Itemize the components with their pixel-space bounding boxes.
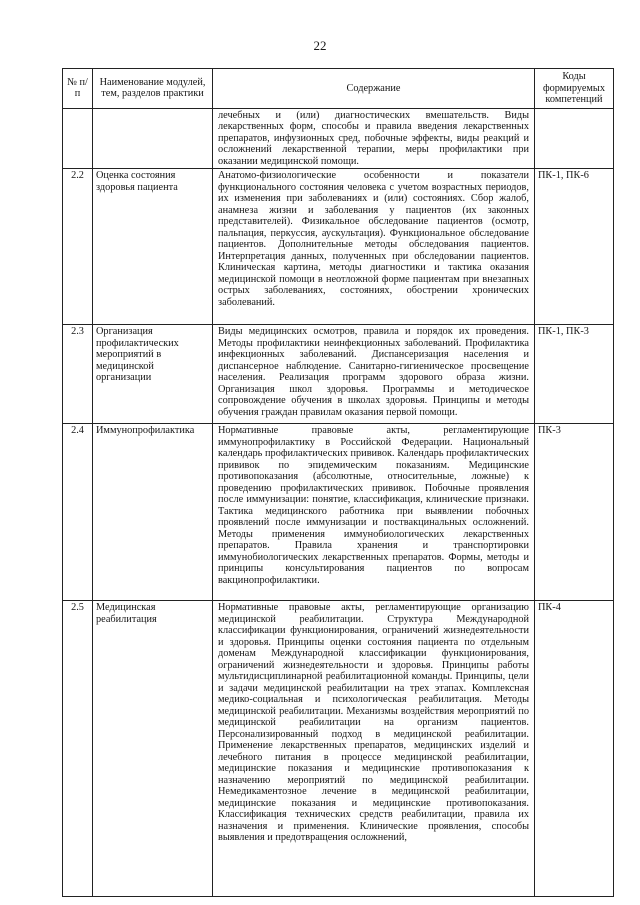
cell-codes: ПК-4 bbox=[535, 601, 614, 897]
cell-content: Нормативные правовые акты, регламентирующие организацию медицинской реабилитации. Структура Международной классификации функционирования, ограничений жизнедеятельности и здоровья. Принципы оценки состояния пациента по отдельным доменам Международной классификации функционирования, ограничений жизнедеятельности и здоровья. Принципы работы мультидисциплинарной реабилитационной команды. Принципы, цели и задачи медицинской реабилитации на трех этапах. Комплексная медико-социальная и психологическая реабилитация. Методы медицинской реабилитации. Механизмы воздействия мероприятий по медицинской реабилитации на организм пациентов. Персонализированный подход в медицинской реабилитации. Применение лекарственных препаратов, медицинских изделий и лечебного питания в процессе медицинской реабилитации, медицинские показания и медицинские противопоказания к назначению мероприятий по медицинской реабилитации. Немедикаментозное лечение в медицинской реабилитации, медицинские показания и медицинские противопоказания. Классификация технических средств реабилитации, правила их назначения и применения. Клинические проявления, способы выявления и предотвращения осложнений, bbox=[213, 601, 535, 897]
table-row bbox=[63, 325, 614, 424]
table-row bbox=[63, 424, 614, 601]
cell-content: Виды медицинских осмотров, правила и порядок их проведения. Методы профилактики неинфекционных заболеваний. Профилактика инфекционных заболеваний. Диспансеризация населения и диспансерное наблюдение. Санитарно-гигиеническое просвещение населения. Реализация программ здорового образа жизни. Организация школ здоровья. Программы и методическое сопровождение обучения в школах здоровья. Принципы и методы обучения граждан правилам оказания первой помощи. bbox=[213, 325, 535, 424]
cell-num: 2.3 bbox=[63, 325, 93, 424]
cell-num bbox=[63, 108, 93, 169]
cell-content: Анатомо-физиологические особенности и показатели функционального состояния человека с учетом возрастных периодов, их изменения при заболеваниях и (или) состояниях. Сбор жалоб, анамнеза жизни и заболевания у пациентов (их законных представителей). Физикальное обследование пациентов (осмотр, пальпация, перкуссия, аускультация). Функциональное обследование пациентов. Дополнительные методы обследования пациентов. Интерпретация данных, полученных при обследовании пациентов. Клиническая картина, методы диагностики и тактика оказания медицинской помощи в неотложной форме пациентам при внезапных острых заболеваниях, состояниях, обострении хронических заболеваний. bbox=[213, 169, 535, 325]
cell-num: 2.2 bbox=[63, 169, 93, 325]
cell-codes: ПК-1, ПК-3 bbox=[535, 325, 614, 424]
cell-name: Медицинская реабилитация bbox=[93, 601, 213, 897]
cell-name: Оценка состояния здоровья пациента bbox=[93, 169, 213, 325]
cell-num: 2.5 bbox=[63, 601, 93, 897]
header-num: № п/п bbox=[63, 69, 93, 109]
cell-name: Иммунопрофилактика bbox=[93, 424, 213, 601]
cell-name bbox=[93, 108, 213, 169]
table-row-continuation bbox=[63, 108, 614, 169]
cell-codes bbox=[535, 108, 614, 169]
cell-codes: ПК-1, ПК-6 bbox=[535, 169, 614, 325]
header-codes: Коды формируемых компетенций bbox=[535, 69, 614, 109]
page-number: 22 bbox=[313, 38, 327, 53]
cell-name: Организация профилактических мероприятий в медицинской организации bbox=[93, 325, 213, 424]
table-header-row bbox=[63, 69, 614, 109]
table-row bbox=[63, 601, 614, 897]
header-content: Содержание bbox=[213, 69, 535, 109]
cell-num: 2.4 bbox=[63, 424, 93, 601]
table-row bbox=[63, 169, 614, 325]
cell-codes: ПК-3 bbox=[535, 424, 614, 601]
header-name: Наименование модулей, тем, разделов практики bbox=[93, 69, 213, 109]
cell-content: лечебных и (или) диагностических вмешательств. Виды лекарственных форм, способы и правила введения лекарственных препаратов, инфузионных сред, побочные эффекты, виды реакций и осложнений лекарственной терапии, меры профилактики при оказании медицинской помощи. bbox=[213, 108, 535, 169]
curriculum-table bbox=[62, 68, 614, 897]
cell-content: Нормативные правовые акты, регламентирующие иммунопрофилактику в Российской Федерации. Национальный календарь профилактических прививок. Календарь профилактических прививок по эпидемическим показаниям. Медицинские противопоказания (абсолютные, относительные, ложные) к проведению профилактических прививок. Побочные проявления после иммунизации: понятие, классификация, клинические признаки. Тактика медицинского работника при выявлении побочных проявлений после иммунизации и поствакцинальных осложнений. Методы применения иммунобиологических лекарственных препаратов. Правила хранения и транспортировки иммунобиологических лекарственных препаратов. Формы, методы и принципы консультирования пациентов по вопросам вакцинопрофилактики. bbox=[213, 424, 535, 601]
